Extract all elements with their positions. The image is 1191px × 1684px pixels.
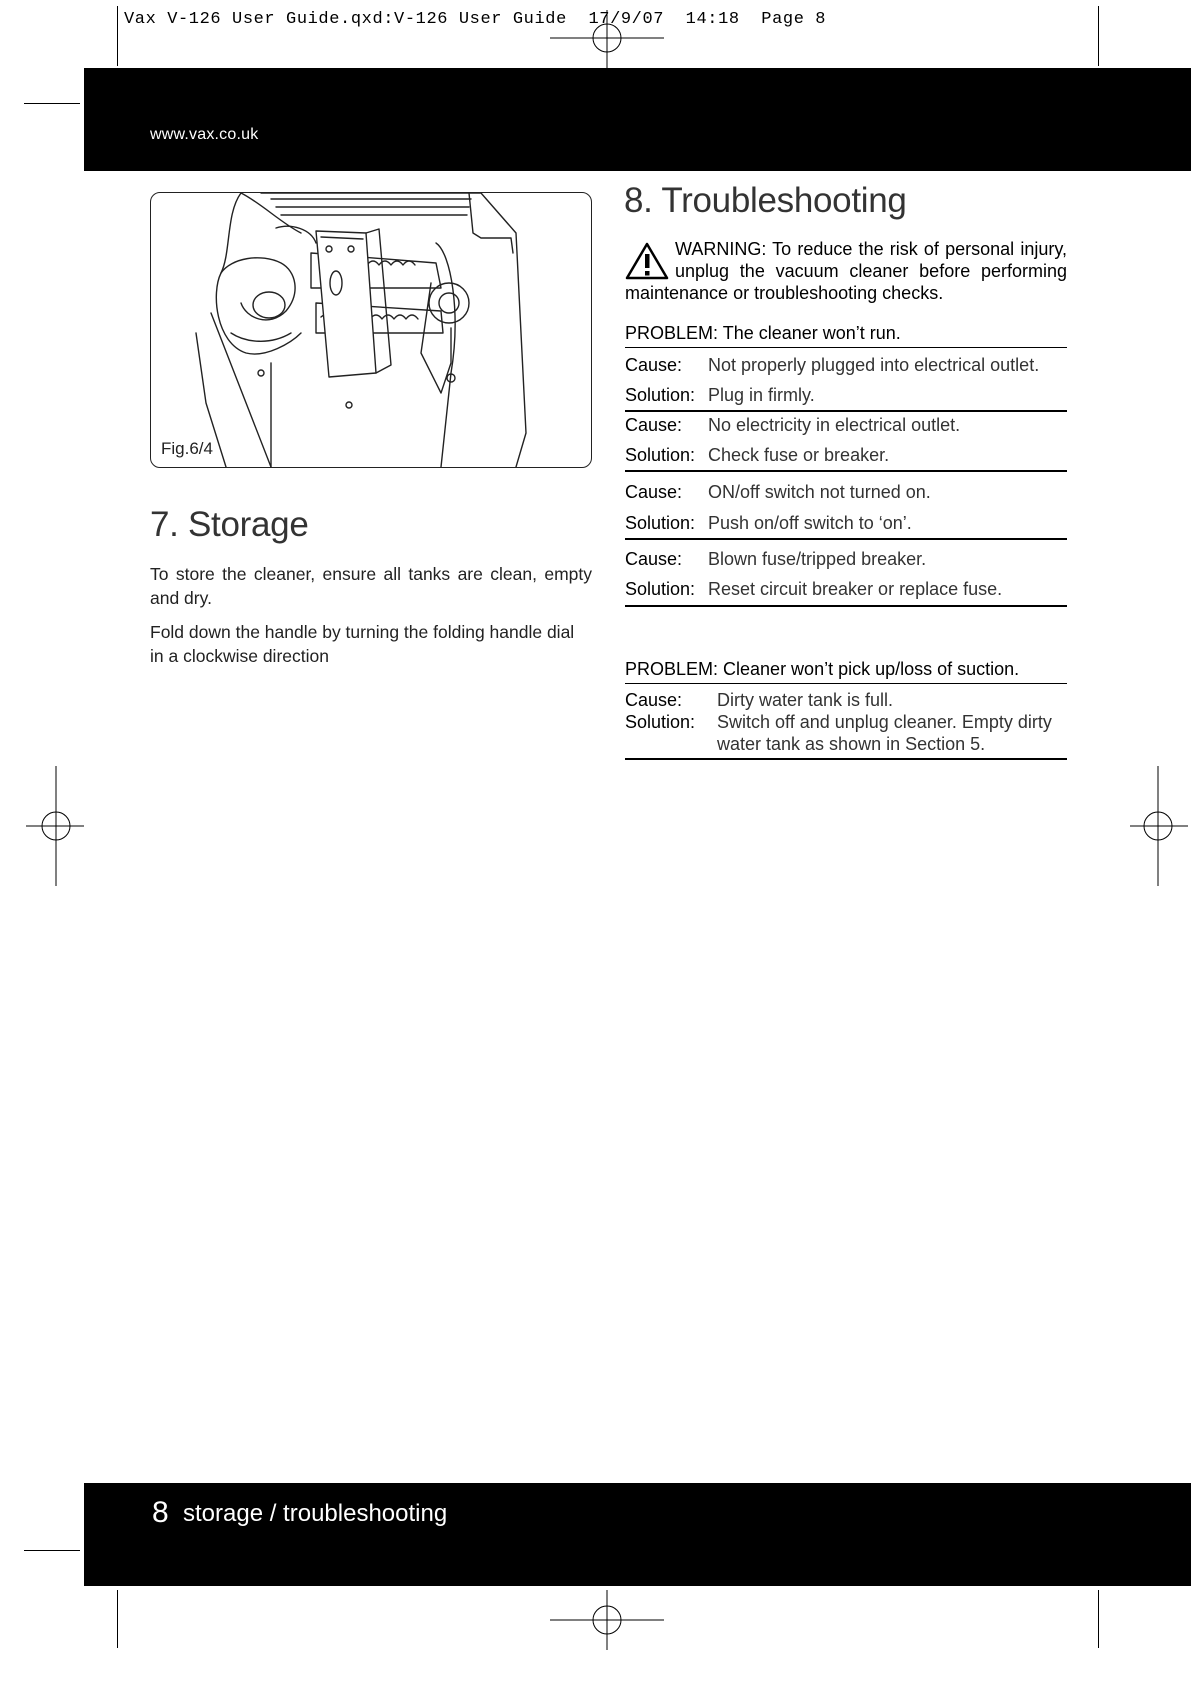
- solution-label: Solution:: [625, 579, 696, 599]
- page-number: 8: [152, 1496, 169, 1529]
- divider: [625, 470, 1067, 472]
- storage-paragraph: To store the cleaner, ensure all tanks are clean, empty and dry.: [150, 564, 592, 608]
- crop-mark: [117, 1590, 118, 1648]
- divider: [625, 758, 1067, 760]
- cause-text: Dirty water tank is full.: [717, 690, 894, 710]
- solution-row: [625, 711, 1067, 755]
- crop-mark: [117, 6, 118, 66]
- cause-label: Cause:: [625, 355, 683, 375]
- solution-text: Plug in firmly.: [708, 385, 815, 405]
- figure-label: Fig.6/4: [161, 439, 213, 458]
- solution-label: Solution:: [625, 445, 696, 465]
- solution-text: Push on/off switch to ‘on’.: [708, 513, 912, 533]
- cause-row: [625, 351, 1067, 379]
- cleaner-illustration: [151, 193, 591, 467]
- solution-text: Check fuse or breaker.: [708, 445, 890, 465]
- cause-text: Blown fuse/tripped breaker.: [708, 549, 927, 569]
- cause-label: Cause:: [625, 415, 683, 435]
- storage-heading: 7. Storage: [150, 505, 309, 544]
- figure-box: [150, 192, 592, 468]
- cause-text: No electricity in electrical outlet.: [708, 415, 961, 435]
- solution-label: Solution:: [625, 385, 696, 405]
- print-slug: Vax V-126 User Guide.qxd:V-126 User Guide 17/9/07 14:18 Page 8: [124, 10, 827, 29]
- warning-triangle-icon: [625, 242, 669, 280]
- cause-row: [625, 545, 1067, 573]
- header-band: [84, 68, 1191, 171]
- problem-heading: PROBLEM: Cleaner won’t pick up/loss of suction.: [625, 659, 1067, 684]
- cause-label: Cause:: [625, 690, 683, 710]
- divider: [625, 605, 1067, 607]
- solution-label: Solution:: [625, 513, 696, 533]
- problem-heading: PROBLEM: The cleaner won’t run.: [625, 323, 1067, 348]
- cause-row: [625, 478, 1067, 506]
- solution-label: Solution:: [625, 712, 696, 732]
- crop-mark: [24, 1550, 80, 1551]
- crop-mark: [1098, 6, 1099, 66]
- solution-row: [625, 509, 1067, 537]
- footer-band: [84, 1483, 1191, 1586]
- crop-mark: [24, 103, 80, 104]
- solution-row: [625, 441, 1067, 469]
- footer-section-title: storage / troubleshooting: [183, 1500, 448, 1527]
- cause-row: [625, 411, 1067, 439]
- cause-label: Cause:: [625, 549, 683, 569]
- warning-text: WARNING: To reduce the risk of personal injury, unplug the vacuum cleaner before performing maintenance or troubleshooting checks.: [625, 239, 1067, 303]
- registration-mark: [26, 766, 86, 886]
- registration-mark: [550, 1590, 664, 1650]
- warning-block: [625, 238, 1067, 304]
- solution-text: Reset circuit breaker or replace fuse.: [708, 579, 1003, 599]
- crop-mark: [1098, 1590, 1099, 1648]
- solution-row: [625, 381, 1067, 409]
- storage-paragraph: Fold down the handle by turning the folding handle dial in a clockwise direction: [150, 622, 575, 666]
- cause-text: Not properly plugged into electrical outlet.: [708, 355, 1040, 375]
- cause-text: ON/off switch not turned on.: [708, 482, 931, 502]
- cause-label: Cause:: [625, 482, 683, 502]
- registration-mark: [1128, 766, 1188, 886]
- storage-text: [150, 562, 592, 678]
- divider: [625, 538, 1067, 540]
- registration-mark: [550, 10, 664, 70]
- cause-row: [625, 689, 1067, 711]
- solution-row: [625, 575, 1067, 603]
- troubleshooting-heading: 8. Troubleshooting: [624, 181, 907, 220]
- website-url: www.vax.co.uk: [150, 126, 259, 143]
- solution-text: Switch off and unplug cleaner. Empty dirty water tank as shown in Section 5.: [717, 712, 1052, 754]
